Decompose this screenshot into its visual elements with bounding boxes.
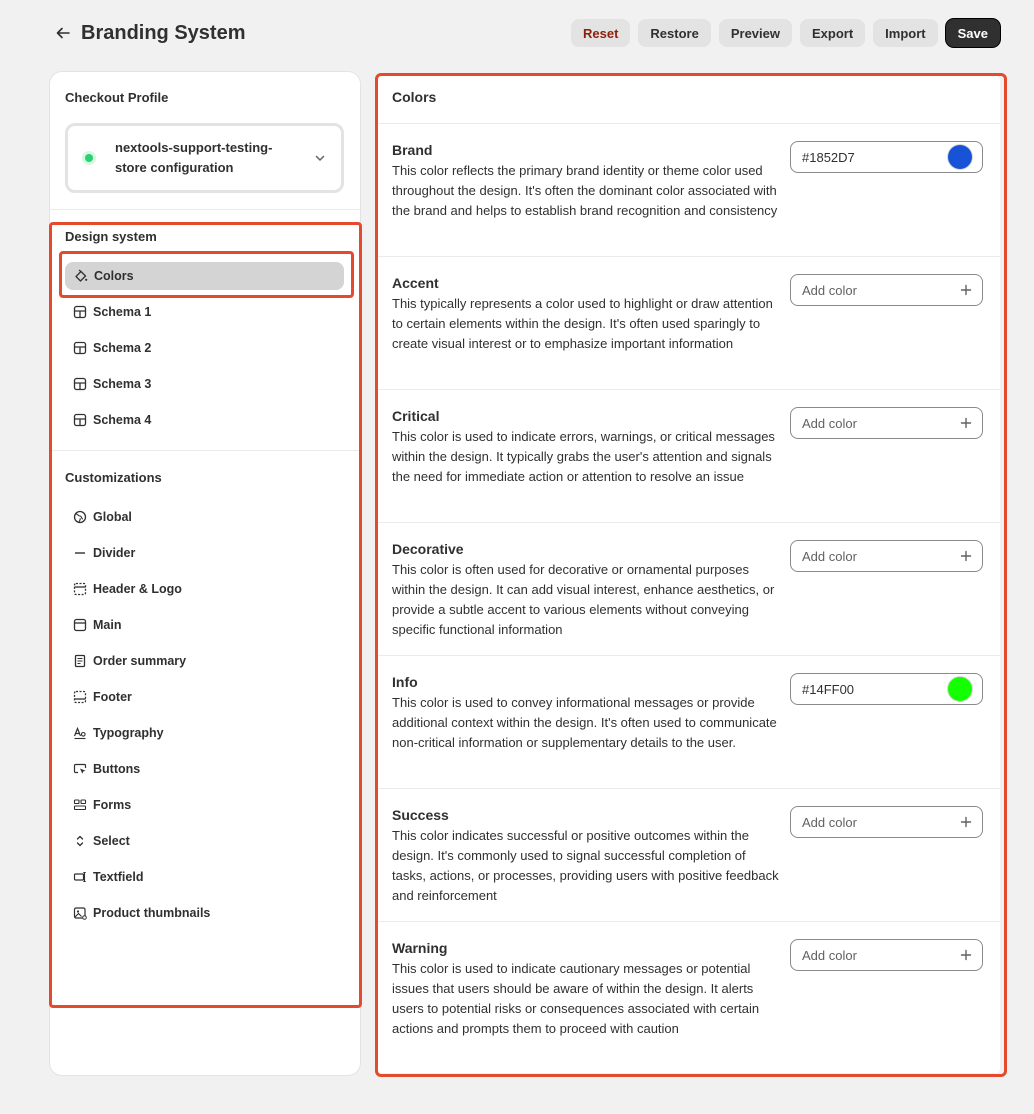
nav-item-label: Schema 3 (93, 377, 152, 391)
accent-color-input[interactable] (790, 274, 983, 306)
color-row-success (378, 788, 1000, 921)
success-color-input[interactable] (790, 806, 983, 838)
checkout-profile-select[interactable] (65, 123, 344, 193)
preview-button[interactable]: Preview (719, 19, 792, 47)
warning-color-input[interactable] (790, 939, 983, 971)
color-row-warning (378, 921, 1000, 1073)
nav-item-label: Schema 1 (93, 305, 152, 319)
nav-item-product-thumbnails[interactable] (64, 899, 344, 927)
chevron-down-icon (314, 152, 326, 164)
nav-item-colors[interactable] (65, 262, 344, 290)
nav-item-divider[interactable] (64, 539, 344, 567)
customizations-label: Customizations (65, 470, 162, 485)
header-layout-icon (73, 582, 87, 596)
layout-icon (73, 413, 87, 427)
typography-icon (73, 726, 87, 740)
nav-item-label: Divider (93, 546, 136, 560)
nav-item-schema-3[interactable] (64, 370, 344, 398)
plus-icon[interactable] (960, 284, 972, 296)
divider (50, 450, 360, 451)
page-header (50, 18, 1000, 48)
export-button[interactable]: Export (800, 19, 865, 47)
color-placeholder: Add color (802, 814, 857, 830)
nav-item-main[interactable] (64, 611, 344, 639)
decorative-color-input[interactable] (790, 540, 983, 572)
nav-item-label: Header & Logo (93, 582, 182, 596)
paint-bucket-icon (74, 269, 88, 283)
color-row-brand (378, 123, 1000, 256)
nav-item-label: Forms (93, 798, 132, 812)
color-placeholder: Add color (802, 415, 857, 431)
divider (50, 209, 360, 210)
design-system-label: Design system (65, 229, 157, 244)
layout-icon (73, 341, 87, 355)
color-placeholder: Add color (802, 947, 857, 963)
nav-item-typography[interactable] (64, 719, 344, 747)
header-actions (571, 19, 1000, 47)
nav-item-label: Buttons (93, 762, 141, 776)
color-row-info (378, 655, 1000, 788)
color-name: Critical (392, 408, 440, 424)
nav-item-label: Colors (94, 269, 134, 283)
nav-item-label: Schema 2 (93, 341, 152, 355)
textfield-icon (73, 870, 87, 884)
minus-icon (73, 546, 87, 560)
plus-icon[interactable] (960, 949, 972, 961)
color-name: Decorative (392, 541, 464, 557)
nav-item-select[interactable] (64, 827, 344, 855)
nav-item-footer[interactable] (64, 683, 344, 711)
color-name: Accent (392, 275, 439, 291)
nav-item-label: Schema 4 (93, 413, 152, 427)
restore-button[interactable]: Restore (638, 19, 710, 47)
nav-item-label: Global (93, 510, 132, 524)
color-description: This color is used to convey informational messages or provide additional context within the design. It's often used to communicate non-critical information or supplementary details to the user. (392, 695, 777, 750)
nav-item-textfield[interactable] (64, 863, 344, 891)
plus-icon[interactable] (960, 417, 972, 429)
color-description: This color reflects the primary brand identity or theme color used throughout the design. It's often the dominant color associated with the brand and helps to establish brand recognition and consistency (392, 163, 778, 218)
form-icon (73, 798, 87, 812)
nav-item-forms[interactable] (64, 791, 344, 819)
color-swatch[interactable] (948, 677, 972, 701)
cursor-button-icon (73, 762, 87, 776)
nav-item-label: Textfield (93, 870, 144, 884)
nav-item-schema-2[interactable] (64, 334, 344, 362)
nav-item-label: Product thumbnails (93, 906, 211, 920)
color-description: This color is used to indicate errors, warnings, or critical messages within the design. It typically grabs the user's attention and signals the need for immediate action or attention to resolve an issue (392, 429, 775, 484)
layout-icon (73, 377, 87, 391)
sidebar (50, 72, 360, 1075)
nav-item-label: Footer (93, 690, 132, 704)
nav-item-header-logo[interactable] (64, 575, 344, 603)
status-dot-icon (85, 154, 93, 162)
panel-title: Colors (392, 89, 437, 105)
nav-item-schema-1[interactable] (64, 298, 344, 326)
color-row-decorative (378, 522, 1000, 655)
page-title: Branding System (81, 21, 246, 44)
checkout-profile-label: Checkout Profile (65, 90, 169, 105)
info-color-input[interactable] (790, 673, 983, 705)
color-row-critical (378, 389, 1000, 522)
color-name: Info (392, 674, 418, 690)
footer-layout-icon (73, 690, 87, 704)
select-arrows-icon (73, 834, 87, 848)
nav-item-buttons[interactable] (64, 755, 344, 783)
plus-icon[interactable] (960, 550, 972, 562)
color-description: This color indicates successful or positive outcomes within the design. It's commonly used to signal successful completion of tasks, actions, or processes, providing users with positive feedback and reinforcement (392, 828, 779, 903)
color-description: This color is often used for decorative or ornamental purposes within the design. It can add visual interest, enhance aesthetics, or provide a subtle accent to various elements without conveying specific functional information (392, 562, 775, 637)
color-name: Brand (392, 142, 433, 158)
back-button[interactable] (50, 20, 76, 46)
plus-icon[interactable] (960, 816, 972, 828)
nav-item-label: Select (93, 834, 130, 848)
brand-color-input[interactable] (790, 141, 983, 173)
color-value: #14FF00 (802, 681, 855, 697)
reset-button[interactable]: Reset (571, 19, 630, 47)
layout-icon (73, 305, 87, 319)
color-description: This typically represents a color used to highlight or draw attention to certain elements within the design. It's often used sparingly to create visual interest or to emphasize important information (392, 296, 773, 351)
color-row-accent (378, 256, 1000, 389)
checkout-profile-value: nextools-support-testing-store configuration (115, 140, 273, 175)
nav-item-global[interactable] (64, 503, 344, 531)
color-value: #1852D7 (802, 149, 855, 165)
image-icon (73, 906, 87, 920)
import-button[interactable]: Import (873, 19, 937, 47)
color-name: Success (392, 807, 449, 823)
save-button[interactable]: Save (946, 19, 1000, 47)
nav-item-label: Order summary (93, 654, 187, 668)
receipt-icon (73, 654, 87, 668)
color-placeholder: Add color (802, 282, 857, 298)
critical-color-input[interactable] (790, 407, 983, 439)
color-placeholder: Add color (802, 548, 857, 564)
nav-item-label: Typography (93, 726, 164, 740)
layout-icon (73, 618, 87, 632)
nav-item-schema-4[interactable] (64, 406, 344, 434)
arrow-left-icon (55, 25, 71, 41)
color-swatch[interactable] (948, 145, 972, 169)
color-name: Warning (392, 940, 448, 956)
color-description: This color is used to indicate cautionary messages or potential issues that users should be aware of within the design. It alerts users to potential risks or consequences associated with certain actions and prompts them to proceed with caution (392, 961, 760, 1036)
colors-panel (378, 76, 1000, 1073)
nav-item-label: Main (93, 618, 122, 632)
globe-icon (73, 510, 87, 524)
nav-item-order-summary[interactable] (64, 647, 344, 675)
